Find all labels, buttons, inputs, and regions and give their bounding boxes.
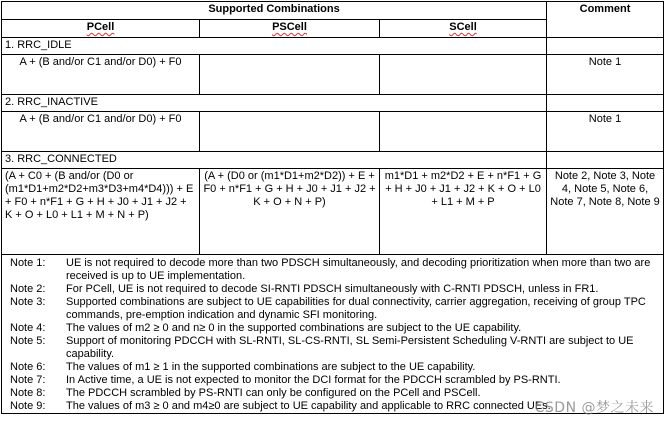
- watermark: CSDN @梦之未来: [534, 400, 654, 416]
- note-text: Support of monitoring PDCCH with SL-RNTI, SL-CS-RNTI, SL Semi-Persistent Scheduling V-RNTI are subject to UE capability.: [66, 335, 634, 360]
- pcell-header-label: PCell: [86, 21, 115, 33]
- note-text: The PDCCH scrambled by PS-RNTI can only be configured on the PCell and PSCell.: [66, 387, 481, 399]
- note-text: In Active time, a UE is not expected to monitor the DCI format for the PDCCH scrambled by PS-RNTI.: [66, 374, 561, 386]
- section-title: 1. RRC_IDLE: [2, 38, 547, 55]
- section-title-comment: [547, 152, 664, 169]
- pcell-header: [2, 20, 200, 38]
- comment-cell: Note 1: [547, 55, 664, 95]
- section-title-row: [2, 95, 664, 112]
- pscell-cell: (A + (D0 or (m1*D1+m2*D2)) + E + F0 + n*F1 + G + H + J0 + J1 + J2 + K + O + N + P): [200, 169, 380, 255]
- scell-cell: [380, 112, 547, 152]
- section-content-row: [2, 169, 664, 255]
- note-text: The values of m1 ≥ 1 in the supported combinations are subject to the UE capability.: [66, 361, 476, 373]
- note-label: Note 3:: [10, 296, 46, 308]
- note-label: Note 2:: [10, 283, 46, 295]
- scell-cell: m1*D1 + m2*D2 + E + n*F1 + G + H + J0 + J1 + J2 + K + O + L0 + L1 + M + P: [380, 169, 547, 255]
- comment-cell: Note 2, Note 3, Note 4, Note 5, Note 6, Note 7, Note 8, Note 9: [547, 169, 664, 255]
- comment-header: Comment: [547, 2, 664, 38]
- note-label: Note 8:: [10, 387, 46, 399]
- section-title-row: [2, 152, 664, 169]
- scell-header: [380, 20, 547, 38]
- section-title-comment: [547, 38, 664, 55]
- note-text: The values of m2 ≥ 0 and n≥ 0 in the supported combinations are subject to the UE capability.: [66, 322, 522, 334]
- pcell-cell: A + (B and/or C1 and/or D0) + F0: [2, 55, 200, 95]
- section-content-row: [2, 55, 664, 95]
- note-item: [10, 322, 659, 335]
- pscell-header: [200, 20, 380, 38]
- pscell-header-label: PSCell: [272, 21, 307, 33]
- note-item: [10, 374, 659, 387]
- section-content-row: [2, 112, 664, 152]
- note-item: [10, 361, 659, 374]
- note-label: Note 6:: [10, 361, 46, 373]
- note-label: Note 7:: [10, 374, 46, 386]
- supported-combinations-table: [1, 1, 664, 414]
- pcell-cell: A + (B and/or C1 and/or D0) + F0: [2, 112, 200, 152]
- scell-header-label: SCell: [449, 21, 477, 33]
- note-label: Note 1:: [10, 257, 46, 269]
- comment-cell: Note 1: [547, 112, 664, 152]
- section-title: 2. RRC_INACTIVE: [2, 95, 547, 112]
- scell-cell: [380, 55, 547, 95]
- section-title-comment: [547, 95, 664, 112]
- note-item: [10, 335, 659, 361]
- note-label: Note 4:: [10, 322, 46, 334]
- pscell-cell: [200, 55, 380, 95]
- note-item: [10, 296, 659, 322]
- note-text: For PCell, UE is not required to decode SI-RNTI PDSCH simultaneously with C-RNTI PDSCH, unless in FR1.: [66, 283, 599, 295]
- note-label: Note 5:: [10, 335, 46, 347]
- notes-row: [2, 255, 664, 414]
- note-label: Note 9:: [10, 400, 46, 412]
- note-text: UE is not required to decode more than two PDSCH simultaneously, and decoding prioritization when more than two are received is up to UE implementation.: [66, 257, 651, 282]
- supported-combinations-header: Supported Combinations: [2, 2, 547, 20]
- note-text: The values of m3 ≥ 0 and m4≥0 are subject to UE capability and applicable to RRC connected UEs.: [66, 400, 551, 412]
- note-item: [10, 283, 659, 296]
- notes-cell: [2, 255, 664, 414]
- section-title: 3. RRC_CONNECTED: [2, 152, 547, 169]
- header-row-1: [2, 2, 664, 20]
- section-title-row: [2, 38, 664, 55]
- pcell-cell: (A + C0 + (B and/or (D0 or (m1*D1+m2*D2+m3*D3+m4*D4))) + E + F0 + n*F1 + G + H + J0 + J1 + J2 + K + O + L0 + L1 + M + N + P): [2, 169, 200, 255]
- note-text: Supported combinations are subject to UE capabilities for dual connectivity, carrier aggregation, receiving of group TPC commands, pre-emption indication and dynamic SFI monitoring.: [66, 296, 646, 321]
- pscell-cell: [200, 112, 380, 152]
- note-item: [10, 257, 659, 283]
